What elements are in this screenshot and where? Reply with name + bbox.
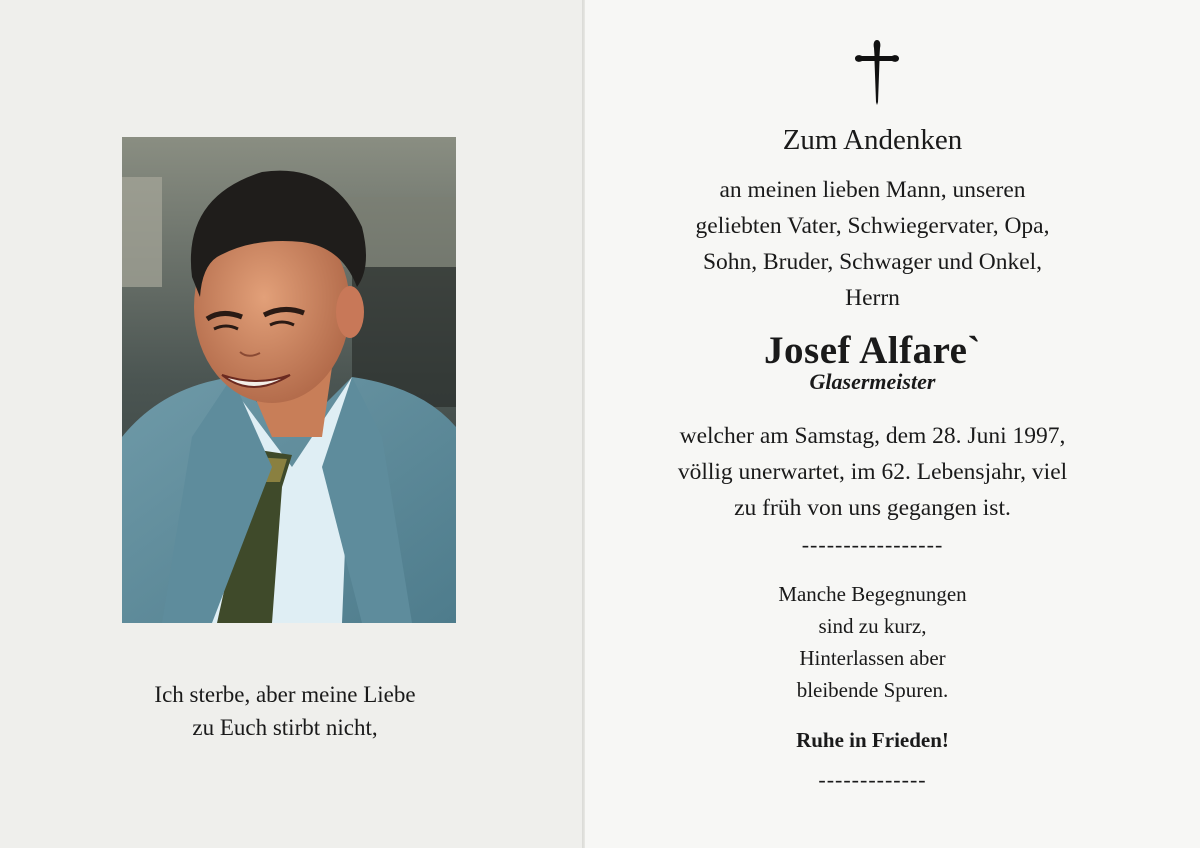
verse	[585, 578, 1160, 706]
verse-line: Manche Begegnungen	[778, 582, 967, 606]
verse-line: Hinterlassen aber	[799, 646, 946, 670]
occupation: Glasermeister	[809, 369, 936, 394]
intro-line: Herrn	[845, 285, 900, 311]
memorial-quote	[80, 678, 490, 744]
death-line: völlig unerwartet, im 62. Lebensjahr, viel	[677, 459, 1068, 485]
verse-line: bleibende Spuren.	[796, 678, 949, 702]
quote-line: zu Euch stirbt nicht,	[192, 715, 378, 740]
closing-text: Ruhe in Frieden!	[796, 728, 949, 752]
death-line: welcher am Samstag, dem 28. Juni 1997,	[679, 423, 1066, 449]
deceased-name: Josef Alfare`	[764, 329, 981, 372]
death-line: zu früh von uns gegangen ist.	[734, 495, 1011, 521]
intro-line: Sohn, Bruder, Schwager und Onkel,	[702, 249, 1043, 275]
heading: Zum Andenken	[782, 124, 963, 156]
intro-line: an meinen lieben Mann, unseren	[719, 177, 1026, 203]
verse-line: sind zu kurz,	[818, 614, 927, 638]
divider-long: -----------------	[801, 532, 944, 557]
cross-icon	[852, 38, 902, 106]
portrait-photo	[122, 137, 456, 623]
intro-text	[585, 172, 1160, 316]
divider-short: -------------	[818, 767, 927, 792]
death-notice	[585, 418, 1160, 526]
intro-line: geliebten Vater, Schwiegervater, Opa,	[695, 213, 1050, 239]
quote-line: Ich sterbe, aber meine Liebe	[154, 682, 416, 707]
